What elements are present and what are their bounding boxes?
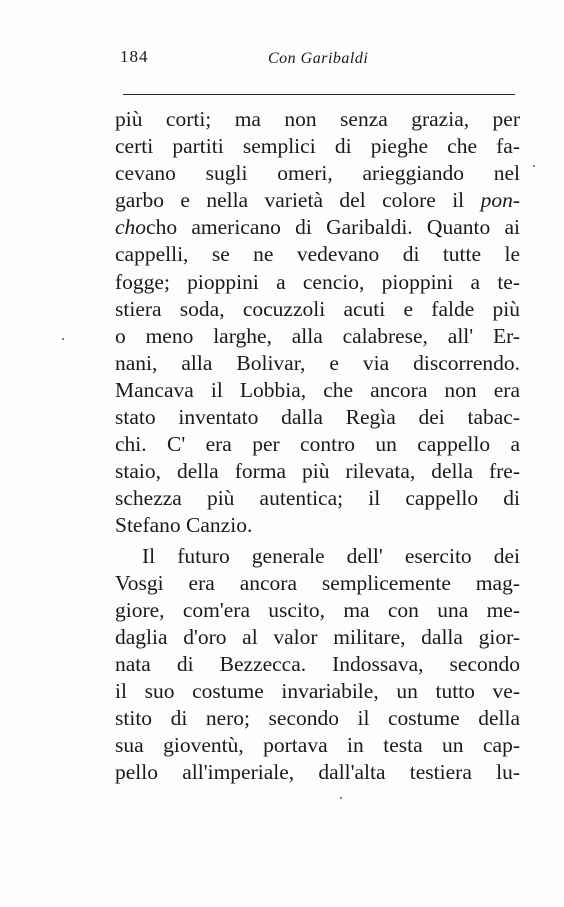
paragraph-1: [115, 106, 520, 540]
text-line: schezza più autentica; il cappello di: [115, 486, 520, 511]
text-line: stiera soda, cocuzzoli acuti e falde più: [115, 296, 520, 321]
text-line: Stefano Canzio.: [115, 513, 253, 538]
text-line: giore, com'era uscito, ma con una me-: [115, 597, 520, 622]
text-line: [115, 214, 520, 241]
text-line: sua gioventù, portava in testa un cap-: [115, 733, 520, 758]
body-text: [115, 106, 520, 786]
header-rule: [123, 94, 515, 95]
paragraph-2: [115, 543, 520, 787]
print-speck: [340, 797, 342, 799]
text-line: stito di nero; secondo il costume della: [115, 706, 520, 731]
text-line: nata di Bezzecca. Indossava, secondo: [115, 651, 520, 676]
page-number: 184: [120, 47, 149, 66]
print-speck: [62, 338, 64, 340]
italic-word: cho: [115, 215, 147, 240]
text-fragment: garbo e nella varietà del colore il: [115, 188, 481, 213]
text-line: Il futuro generale dell' esercito dei: [142, 543, 520, 568]
italic-word: pon-: [480, 188, 520, 213]
text-line: o meno larghe, alla calabrese, all' Er-: [115, 323, 520, 348]
text-line: pello all'imperiale, dall'alta testiera lu-: [115, 760, 520, 785]
text-line: Vosgi era ancora semplicemente mag-: [115, 570, 520, 595]
text-line: il suo costume invariabile, un tutto ve-: [115, 678, 520, 703]
text-fragment: cho americano di Garibaldi. Quanto ai: [146, 215, 520, 240]
print-speck: [533, 165, 535, 167]
text-line: nani, alla Bolivar, e via discorrendo.: [115, 350, 520, 375]
text-line: daglia d'oro al valor militare, dalla gior-: [115, 624, 520, 649]
text-line: [115, 187, 520, 214]
running-title: Con Garibaldi: [268, 50, 369, 67]
text-line: stato inventato dalla Regìa dei tabac-: [115, 405, 520, 430]
text-line: certi partiti semplici di pieghe che fa-: [115, 134, 520, 159]
text-line: Mancava il Lobbia, che ancora non era: [115, 377, 520, 402]
text-line: cevano sugli omeri, arieggiando nel: [115, 161, 520, 186]
text-line: più corti; ma non senza grazia, per: [115, 107, 520, 131]
text-line: chi. C' era per contro un cappello a: [115, 432, 520, 457]
text-line: fogge; pioppini a cencio, pioppini a te-: [115, 269, 520, 294]
text-line: cappelli, se ne vedevano di tutte le: [115, 242, 520, 267]
text-line: staio, della forma più rilevata, della fre-: [115, 459, 520, 484]
